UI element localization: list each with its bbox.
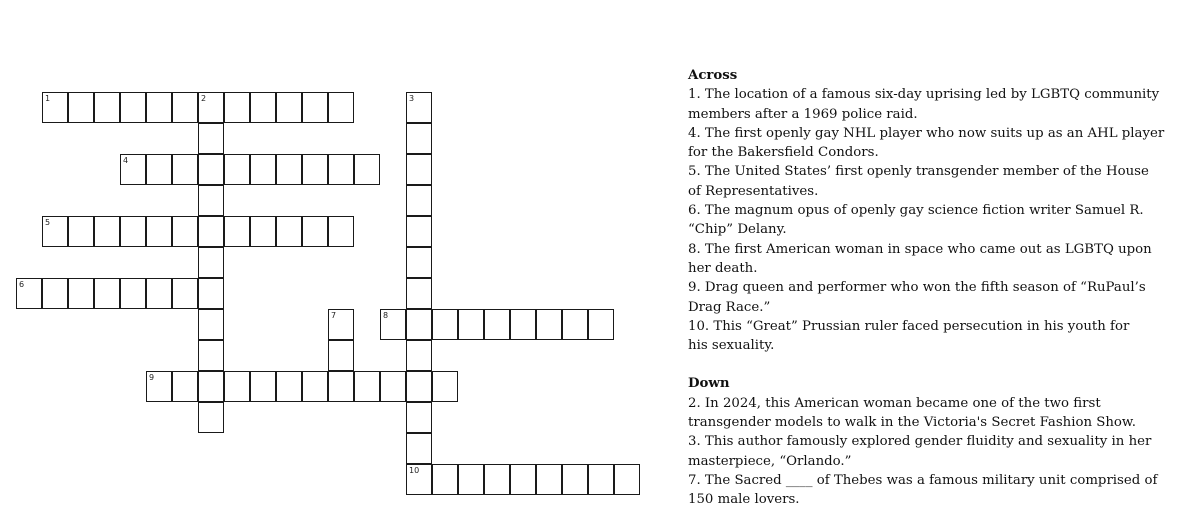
cell-input[interactable] bbox=[225, 372, 249, 401]
grid-cell[interactable] bbox=[94, 216, 120, 247]
cell-input[interactable] bbox=[251, 155, 275, 184]
grid-cell[interactable] bbox=[146, 216, 172, 247]
across-clue-line: Drag Race.” bbox=[688, 299, 771, 315]
grid-cell[interactable] bbox=[458, 464, 484, 495]
down-clue-line: transgender models to walk in the Victoria's Secret Fashion Show. bbox=[688, 415, 1136, 431]
grid-cell[interactable] bbox=[562, 309, 588, 340]
grid-cell[interactable] bbox=[406, 123, 432, 154]
cell-input[interactable] bbox=[199, 186, 223, 215]
cell-input[interactable] bbox=[381, 372, 405, 401]
grid-cell[interactable] bbox=[68, 216, 94, 247]
cell-input[interactable] bbox=[433, 310, 457, 339]
down-clue-line: masterpiece, “Orlando.” bbox=[688, 453, 852, 469]
grid-cell[interactable] bbox=[328, 309, 354, 340]
grid-cell[interactable] bbox=[224, 371, 250, 402]
grid-cell[interactable] bbox=[198, 309, 224, 340]
cell-input[interactable] bbox=[277, 372, 301, 401]
cell-input[interactable] bbox=[251, 217, 275, 246]
grid-cell[interactable] bbox=[94, 278, 120, 309]
grid-cell[interactable] bbox=[302, 154, 328, 185]
grid-cell[interactable] bbox=[198, 154, 224, 185]
grid-cell[interactable] bbox=[250, 92, 276, 123]
across-clue-line: 1. The location of a famous six-day uprising led by LGBTQ community bbox=[688, 87, 1160, 103]
grid-cell[interactable] bbox=[276, 216, 302, 247]
cell-input[interactable] bbox=[329, 310, 353, 339]
grid-cell[interactable] bbox=[198, 278, 224, 309]
grid-cell[interactable] bbox=[68, 278, 94, 309]
grid-cell[interactable] bbox=[276, 371, 302, 402]
cell-input[interactable] bbox=[303, 155, 327, 184]
cell-input[interactable] bbox=[433, 465, 457, 494]
clue-number: 1 bbox=[45, 94, 51, 103]
grid-cell[interactable] bbox=[276, 92, 302, 123]
grid-cell[interactable] bbox=[198, 247, 224, 278]
clue-number: 3 bbox=[409, 94, 415, 103]
cell-input[interactable] bbox=[199, 279, 223, 308]
cell-input[interactable] bbox=[147, 93, 171, 122]
cell-input[interactable] bbox=[355, 155, 379, 184]
down-clue-line: 150 male lovers. bbox=[688, 492, 800, 508]
across-clue-line: “Chip” Delany. bbox=[688, 222, 787, 238]
cell-input[interactable] bbox=[407, 372, 431, 401]
cell-input[interactable] bbox=[121, 217, 145, 246]
grid-cell[interactable] bbox=[354, 154, 380, 185]
cell-input[interactable] bbox=[121, 93, 145, 122]
cell-input[interactable] bbox=[329, 341, 353, 370]
down-heading: Down bbox=[688, 376, 730, 392]
grid-cell[interactable] bbox=[172, 216, 198, 247]
cell-input[interactable] bbox=[121, 279, 145, 308]
grid-cell[interactable] bbox=[406, 464, 432, 495]
clue-number: 8 bbox=[383, 311, 389, 320]
grid-cell[interactable] bbox=[172, 92, 198, 123]
cell-input[interactable] bbox=[407, 124, 431, 153]
across-clue-line: 5. The United States’ first openly transgender member of the House bbox=[688, 164, 1149, 180]
clue-number: 5 bbox=[45, 218, 51, 227]
grid-cell[interactable] bbox=[406, 92, 432, 123]
cell-input[interactable] bbox=[199, 217, 223, 246]
cell-input[interactable] bbox=[251, 372, 275, 401]
cell-input[interactable] bbox=[199, 403, 223, 432]
cell-input[interactable] bbox=[225, 217, 249, 246]
grid-cell[interactable] bbox=[224, 92, 250, 123]
cell-input[interactable] bbox=[199, 124, 223, 153]
grid-cell[interactable] bbox=[120, 92, 146, 123]
grid-cell[interactable] bbox=[458, 309, 484, 340]
grid-cell[interactable] bbox=[198, 402, 224, 433]
down-clue-line: 3. This author famously explored gender fluidity and sexuality in her bbox=[688, 434, 1152, 450]
across-clue-line: of Representatives. bbox=[688, 183, 819, 199]
cell-input[interactable] bbox=[407, 465, 431, 494]
grid-cell[interactable] bbox=[328, 154, 354, 185]
cell-input[interactable] bbox=[69, 279, 93, 308]
grid-cell[interactable] bbox=[146, 154, 172, 185]
grid-cell[interactable] bbox=[406, 154, 432, 185]
cell-input[interactable] bbox=[433, 372, 457, 401]
grid-cell[interactable] bbox=[302, 92, 328, 123]
cell-input[interactable] bbox=[43, 217, 67, 246]
across-heading: Across bbox=[688, 68, 738, 83]
cell-input[interactable] bbox=[199, 248, 223, 277]
cell-input[interactable] bbox=[225, 93, 249, 122]
grid-cell[interactable] bbox=[146, 371, 172, 402]
cell-input[interactable] bbox=[303, 217, 327, 246]
grid-cell[interactable] bbox=[146, 92, 172, 123]
cell-input[interactable] bbox=[173, 155, 197, 184]
cell-input[interactable] bbox=[355, 372, 379, 401]
grid-cell[interactable] bbox=[328, 371, 354, 402]
section-spacer bbox=[688, 355, 1188, 374]
grid-cell[interactable] bbox=[562, 464, 588, 495]
grid-cell[interactable] bbox=[224, 154, 250, 185]
cell-input[interactable] bbox=[329, 93, 353, 122]
grid-cell[interactable] bbox=[172, 371, 198, 402]
cell-input[interactable] bbox=[173, 93, 197, 122]
cell-input[interactable] bbox=[147, 372, 171, 401]
grid-cell[interactable] bbox=[250, 154, 276, 185]
across-clue-line: members after a 1969 police raid. bbox=[688, 106, 918, 122]
cell-input[interactable] bbox=[407, 279, 431, 308]
grid-cell[interactable] bbox=[120, 216, 146, 247]
cell-input[interactable] bbox=[199, 310, 223, 339]
cell-input[interactable] bbox=[407, 341, 431, 370]
cell-input[interactable] bbox=[199, 372, 223, 401]
across-clue-line: her death. bbox=[688, 260, 758, 276]
cell-input[interactable] bbox=[459, 465, 483, 494]
across-clue-line: 9. Drag queen and performer who won the fifth season of “RuPaul’s bbox=[688, 280, 1146, 296]
cell-input[interactable] bbox=[563, 465, 587, 494]
cell-input[interactable] bbox=[173, 372, 197, 401]
cell-input[interactable] bbox=[43, 279, 67, 308]
grid-cell[interactable] bbox=[120, 154, 146, 185]
grid-cell[interactable] bbox=[406, 278, 432, 309]
grid-cell[interactable] bbox=[328, 216, 354, 247]
grid-cell[interactable] bbox=[406, 309, 432, 340]
cell-input[interactable] bbox=[407, 155, 431, 184]
grid-cell[interactable] bbox=[406, 185, 432, 216]
grid-cell[interactable] bbox=[536, 464, 562, 495]
cell-input[interactable] bbox=[173, 217, 197, 246]
cell-input[interactable] bbox=[277, 155, 301, 184]
across-clue-line: 8. The first American woman in space who came out as LGBTQ upon bbox=[688, 241, 1152, 257]
cell-input[interactable] bbox=[459, 310, 483, 339]
grid-cell[interactable] bbox=[406, 371, 432, 402]
cell-input[interactable] bbox=[121, 155, 145, 184]
grid-cell[interactable] bbox=[328, 92, 354, 123]
grid-cell[interactable] bbox=[302, 216, 328, 247]
grid-cell[interactable] bbox=[68, 92, 94, 123]
cell-input[interactable] bbox=[407, 310, 431, 339]
grid-cell[interactable] bbox=[406, 216, 432, 247]
cell-input[interactable] bbox=[147, 155, 171, 184]
grid-cell[interactable] bbox=[250, 371, 276, 402]
grid-cell[interactable] bbox=[198, 123, 224, 154]
cell-input[interactable] bbox=[329, 155, 353, 184]
grid-cell[interactable] bbox=[172, 154, 198, 185]
cell-input[interactable] bbox=[407, 403, 431, 432]
cell-input[interactable] bbox=[17, 279, 41, 308]
cell-input[interactable] bbox=[225, 155, 249, 184]
cell-input[interactable] bbox=[563, 310, 587, 339]
cell-input[interactable] bbox=[199, 341, 223, 370]
across-clue-line: 6. The magnum opus of openly gay science fiction writer Samuel R. bbox=[688, 203, 1144, 219]
cell-input[interactable] bbox=[589, 465, 613, 494]
cell-input[interactable] bbox=[511, 310, 535, 339]
grid-cell[interactable] bbox=[588, 309, 614, 340]
grid-cell[interactable] bbox=[510, 309, 536, 340]
cell-input[interactable] bbox=[95, 93, 119, 122]
grid-cell[interactable] bbox=[198, 185, 224, 216]
clue-number: 10 bbox=[409, 466, 420, 475]
clue-number: 7 bbox=[331, 311, 337, 320]
cell-input[interactable] bbox=[407, 186, 431, 215]
cell-input[interactable] bbox=[303, 372, 327, 401]
across-clue-line: 4. The first openly gay NHL player who now suits up as an AHL player bbox=[688, 125, 1165, 141]
across-clue-line: for the Bakersfield Condors. bbox=[688, 145, 879, 161]
grid-cell[interactable] bbox=[198, 92, 224, 123]
grid-cell[interactable] bbox=[302, 371, 328, 402]
cell-input[interactable] bbox=[485, 465, 509, 494]
cell-input[interactable] bbox=[173, 279, 197, 308]
grid-cell[interactable] bbox=[94, 92, 120, 123]
clue-number: 2 bbox=[201, 94, 207, 103]
grid-cell[interactable] bbox=[42, 216, 68, 247]
cell-input[interactable] bbox=[329, 372, 353, 401]
down-clue-line: 2. In 2024, this American woman became one of the two first bbox=[688, 395, 1101, 411]
clue-number: 9 bbox=[149, 373, 155, 382]
grid-cell[interactable] bbox=[198, 216, 224, 247]
grid-cell[interactable] bbox=[406, 433, 432, 464]
cell-input[interactable] bbox=[199, 155, 223, 184]
grid-cell[interactable] bbox=[16, 278, 42, 309]
grid-cell[interactable] bbox=[42, 278, 68, 309]
grid-cell[interactable] bbox=[380, 309, 406, 340]
grid-cell[interactable] bbox=[42, 92, 68, 123]
grid-cell[interactable] bbox=[406, 247, 432, 278]
clue-number: 6 bbox=[19, 280, 25, 289]
cell-input[interactable] bbox=[407, 217, 431, 246]
across-clue-line: 10. This “Great” Prussian ruler faced persecution in his youth for bbox=[688, 318, 1130, 334]
cell-input[interactable] bbox=[511, 465, 535, 494]
cell-input[interactable] bbox=[407, 434, 431, 463]
cell-input[interactable] bbox=[251, 93, 275, 122]
grid-cell[interactable] bbox=[484, 309, 510, 340]
clues-panel bbox=[688, 66, 1188, 510]
grid-cell[interactable] bbox=[432, 464, 458, 495]
cell-input[interactable] bbox=[485, 310, 509, 339]
grid-cell[interactable] bbox=[146, 278, 172, 309]
cell-input[interactable] bbox=[277, 217, 301, 246]
grid-cell[interactable] bbox=[120, 278, 146, 309]
grid-cell[interactable] bbox=[328, 340, 354, 371]
cell-input[interactable] bbox=[95, 217, 119, 246]
clue-number: 4 bbox=[123, 156, 129, 165]
grid-cell[interactable] bbox=[172, 278, 198, 309]
grid-cell[interactable] bbox=[406, 340, 432, 371]
cell-input[interactable] bbox=[69, 93, 93, 122]
grid-cell[interactable] bbox=[432, 309, 458, 340]
grid-cell[interactable] bbox=[354, 371, 380, 402]
cell-input[interactable] bbox=[381, 310, 405, 339]
cell-input[interactable] bbox=[199, 93, 223, 122]
grid-cell[interactable] bbox=[380, 371, 406, 402]
grid-cell[interactable] bbox=[614, 464, 640, 495]
cell-input[interactable] bbox=[147, 279, 171, 308]
cell-input[interactable] bbox=[615, 465, 639, 494]
cell-input[interactable] bbox=[407, 93, 431, 122]
cell-input[interactable] bbox=[537, 310, 561, 339]
grid-cell[interactable] bbox=[198, 340, 224, 371]
cell-input[interactable] bbox=[329, 217, 353, 246]
grid-cell[interactable] bbox=[432, 371, 458, 402]
cell-input[interactable] bbox=[147, 217, 171, 246]
cell-input[interactable] bbox=[95, 279, 119, 308]
cell-input[interactable] bbox=[277, 93, 301, 122]
grid-cell[interactable] bbox=[198, 371, 224, 402]
grid-cell[interactable] bbox=[406, 402, 432, 433]
cell-input[interactable] bbox=[303, 93, 327, 122]
across-clue-line: his sexuality. bbox=[688, 338, 775, 354]
grid-cell[interactable] bbox=[536, 309, 562, 340]
cell-input[interactable] bbox=[407, 248, 431, 277]
grid-cell[interactable] bbox=[224, 216, 250, 247]
grid-cell[interactable] bbox=[250, 216, 276, 247]
grid-cell[interactable] bbox=[588, 464, 614, 495]
grid-cell[interactable] bbox=[484, 464, 510, 495]
down-clue-line: 7. The Sacred ____ of Thebes was a famous military unit comprised of bbox=[688, 472, 1158, 488]
cell-input[interactable] bbox=[589, 310, 613, 339]
grid-cell[interactable] bbox=[276, 154, 302, 185]
cell-input[interactable] bbox=[69, 217, 93, 246]
cell-input[interactable] bbox=[43, 93, 67, 122]
cell-input[interactable] bbox=[537, 465, 561, 494]
grid-cell[interactable] bbox=[510, 464, 536, 495]
